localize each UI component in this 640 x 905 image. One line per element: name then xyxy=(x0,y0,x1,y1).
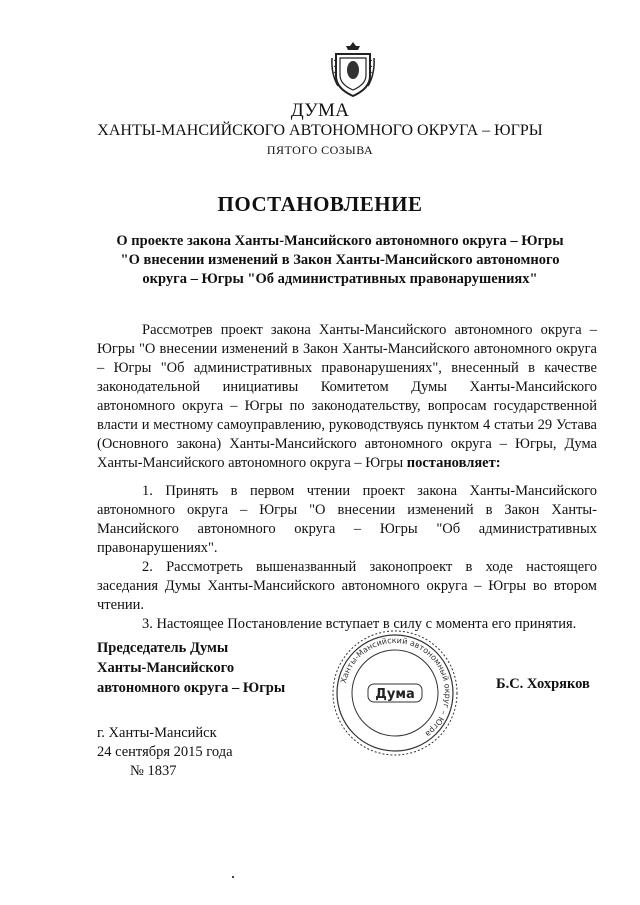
position-line: автономного округа – Югры xyxy=(97,680,286,696)
place-date-number xyxy=(97,724,233,781)
preamble-paragraph xyxy=(97,321,597,473)
date: 24 сентября 2015 года xyxy=(97,744,233,760)
city: г. Ханты-Мансийск xyxy=(97,725,217,741)
subject-line: О проекте закона Ханты-Мансийского автономного округа – Югры xyxy=(116,233,564,249)
resolution-items xyxy=(97,482,597,634)
position-line: Ханты-Мансийского xyxy=(97,660,235,676)
seal-ring-text: Ханты-Мансийский автономный округ – Югра xyxy=(339,635,453,739)
signatory-position xyxy=(97,638,285,698)
document-number: № 1837 xyxy=(130,763,177,779)
resolution-item: 1. Принять в первом чтении проект закона Ханты-Мансийского автономного округа – Югры "О внесении изменений в Закон Ханты-Мансийского автономного округа – Югры "Об административных правонарушениях". xyxy=(97,483,597,556)
seal-center-text: Дума xyxy=(375,687,415,702)
subject-line: "О внесении изменений в Закон Ханты-Мансийского автономного xyxy=(120,252,560,268)
official-seal xyxy=(330,628,460,758)
position-line: Председатель Думы xyxy=(97,640,229,656)
coat-of-arms-icon xyxy=(330,40,376,98)
org-heading: ХАНТЫ-МАНСИЙСКОГО АВТОНОМНОГО ОКРУГА – ЮГРЫ xyxy=(97,122,543,139)
convocation-heading: ПЯТОГО СОЗЫВА xyxy=(266,143,374,157)
preamble-text: Рассмотрев проект закона Ханты-Мансийского автономного округа – Югры "О внесении изменений в Закон Ханты-Мансийского автономного округа – Югры "Об административных правонарушениях", внесенный в качестве законодательной инициативы Комитетом Думы Ханты-Мансийского автономного округа – Югры по законодательству, вопросам государственной власти и местному самоуправлению, руководствуясь пунктом 4 статьи 29 Устава (Основного закона) Ханты-Мансийского автономного округа – Югры, Дума Ханты-Мансийского автономного округа – Югры xyxy=(97,322,597,471)
document-title: ПОСТАНОВЛЕНИЕ xyxy=(217,192,423,216)
resolution-item: 2. Рассмотреть вышеназванный законопроект в ходе настоящего заседания Думы Ханты-Мансийского автономного округа – Югры во втором чтении. xyxy=(97,559,597,613)
resolution-item: 3. Настоящее Постановление вступает в силу с момента его принятия. xyxy=(142,616,577,632)
signatory-name: Б.С. Хохряков xyxy=(496,676,590,692)
duma-heading: ДУМА xyxy=(290,100,350,121)
subject-line: округа – Югры "Об административных правонарушениях" xyxy=(142,271,538,287)
scan-speck xyxy=(232,876,234,878)
document-subject xyxy=(80,232,600,289)
resolves-word: постановляет: xyxy=(406,455,501,471)
